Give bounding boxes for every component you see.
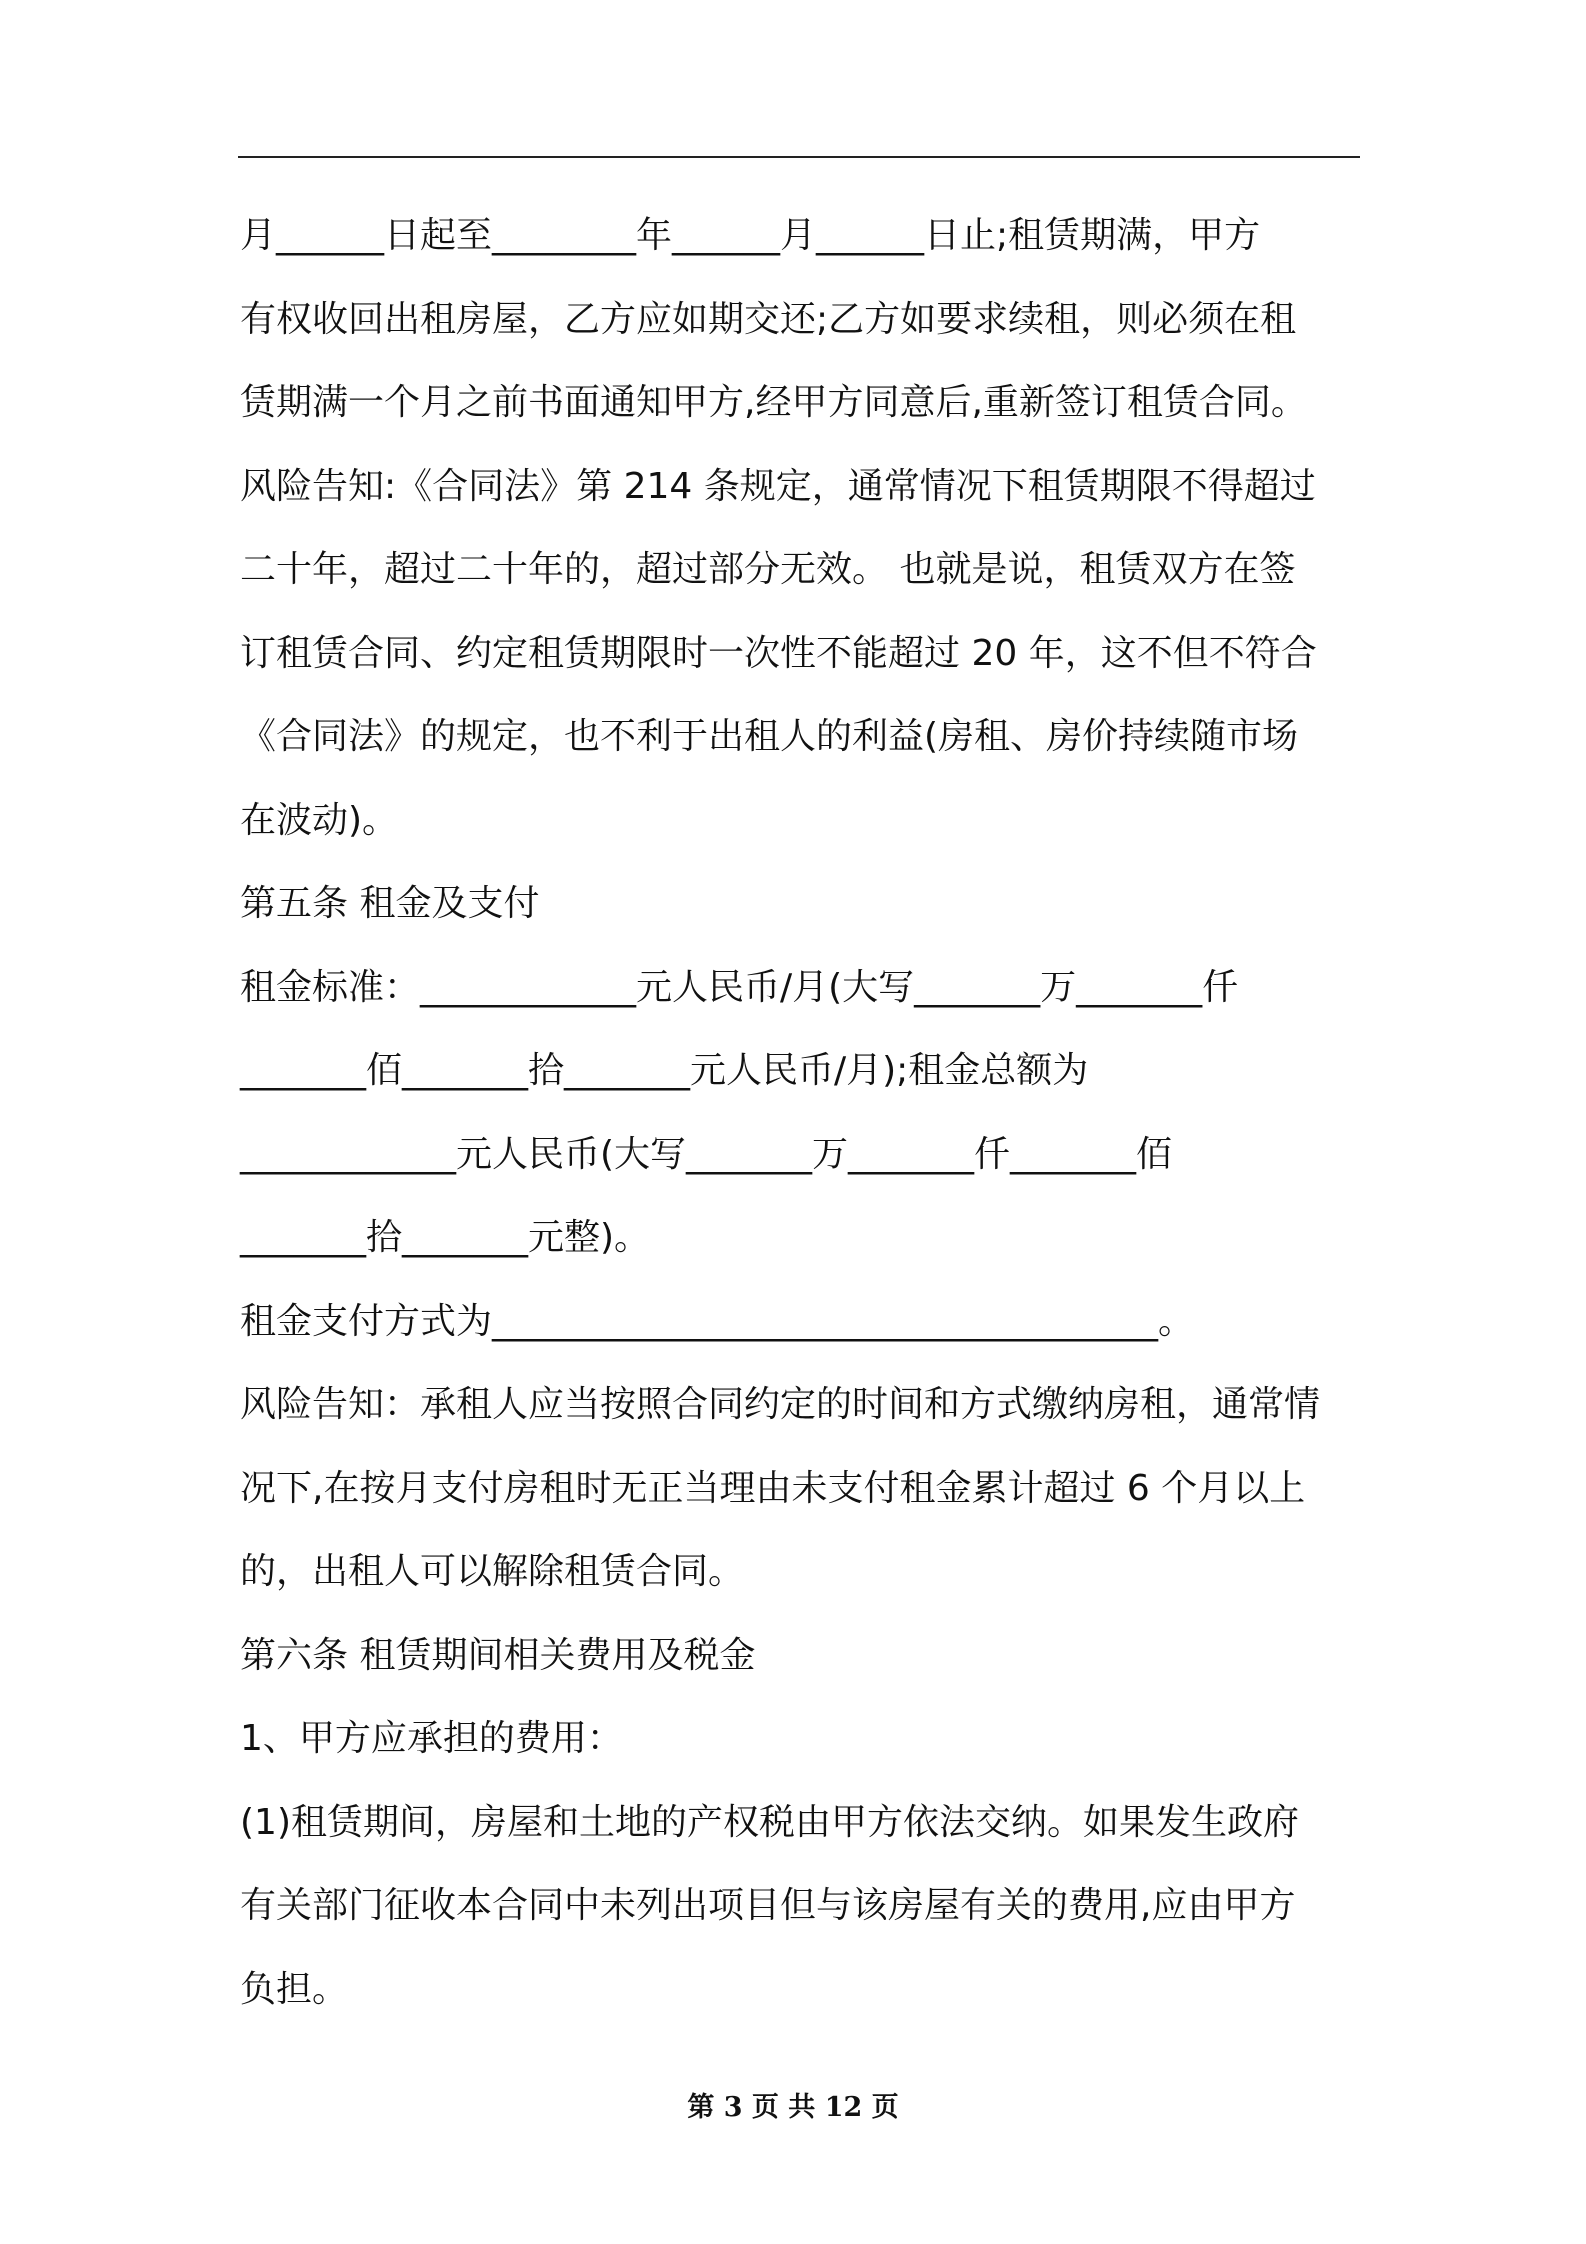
document-body [240, 194, 1360, 2031]
page-number: 第 3 页 共 12 页 [687, 2092, 899, 2123]
text-line: 月______日起至________年______月______日止;租赁期满，甲方 [240, 215, 1261, 256]
header-rule [238, 156, 1360, 158]
text-line: 风险告知:《合同法》第 214 条规定，通常情况下租赁期限不得超过 [240, 465, 1316, 507]
section-heading: 第五条 租金及支付 [240, 883, 540, 924]
text-line: 《合同法》的规定，也不利于出租人的利益(房租、房价持续随市场 [240, 716, 1299, 757]
text-line: 赁期满一个月之前书面通知甲方,经甲方同意后,重新签订租赁合同。 [240, 382, 1307, 423]
text-line: _______佰_______拾_______元人民币/月);租金总额为 [240, 1050, 1089, 1091]
text-line: 租金支付方式为_____________________________________。 [240, 1300, 1195, 1342]
text-line: 在波动)。 [240, 799, 399, 841]
text-line: 1、甲方应承担的费用： [240, 1718, 623, 1759]
text-line: 租金标准：____________元人民币/月(大写_______万_______仟 [240, 966, 1239, 1008]
text-line: 有权收回出租房屋，乙方应如期交还;乙方如要求续租，则必须在租 [240, 298, 1297, 340]
text-line: 的，出租人可以解除租赁合同。 [240, 1551, 745, 1592]
text-line: 有关部门征收本合同中未列出项目但与该房屋有关的费用,应由甲方 [240, 1885, 1296, 1926]
text-line: (1)租赁期间，房屋和土地的产权税由甲方依法交纳。如果发生政府 [240, 1801, 1299, 1843]
text-line: 况下,在按月支付房租时无正当理由未支付租金累计超过 6 个月以上 [240, 1467, 1306, 1509]
section-heading: 第六条 租赁期间相关费用及税金 [240, 1634, 756, 1676]
text-line: ____________元人民币(大写_______万_______仟_______佰 [240, 1133, 1173, 1175]
text-line: 负担。 [240, 1968, 349, 2010]
text-line: 二十年，超过二十年的，超过部分无效。 也就是说，租赁双方在签 [240, 549, 1296, 590]
text-line: _______拾_______元整)。 [240, 1217, 651, 1258]
text-line: 订租赁合同、约定租赁期限时一次性不能超过 20 年，这不但不符合 [240, 632, 1317, 674]
text-line: 风险告知：承租人应当按照合同约定的时间和方式缴纳房租，通常情 [240, 1384, 1321, 1425]
